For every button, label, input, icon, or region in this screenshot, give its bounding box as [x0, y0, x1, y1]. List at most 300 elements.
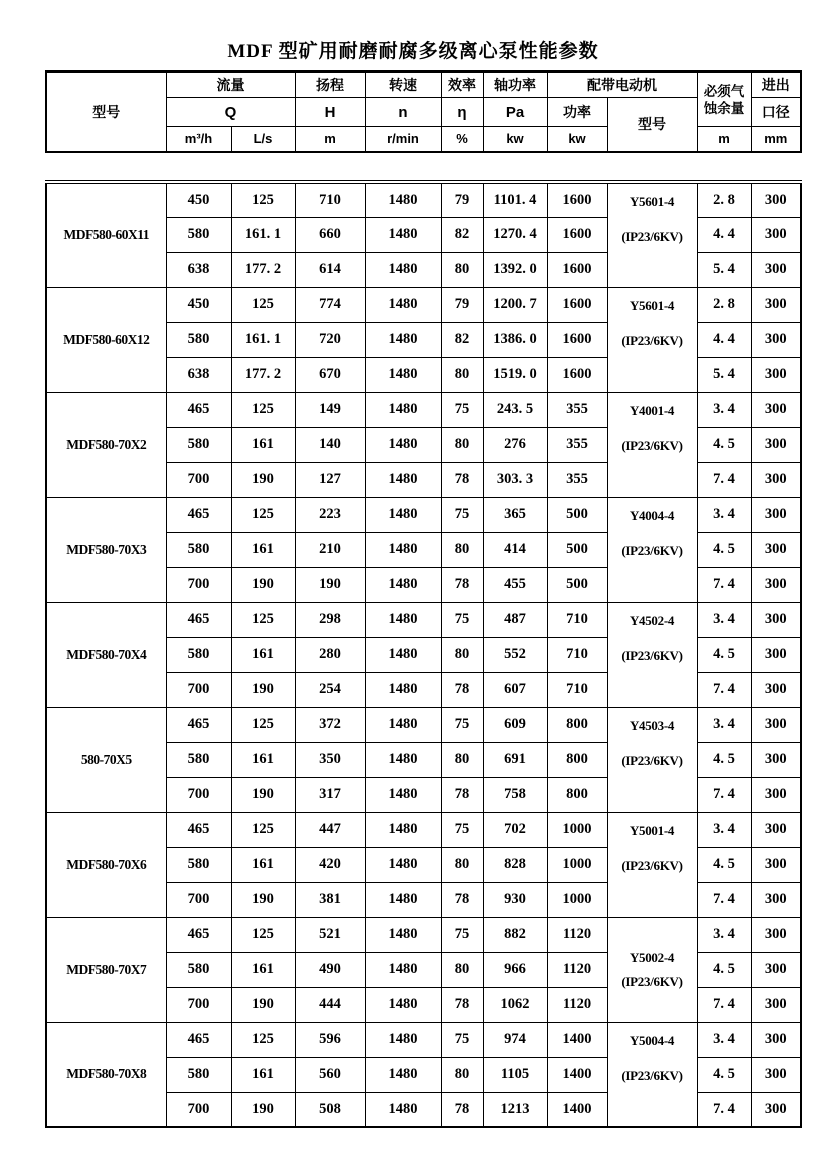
- flow-m3h-cell: 580: [166, 217, 231, 252]
- motor-power-cell: 355: [547, 392, 607, 427]
- head-cell: 508: [295, 1092, 365, 1127]
- npsh-cell: 4. 4: [697, 322, 751, 357]
- efficiency-cell: 82: [441, 217, 483, 252]
- head-cell: 444: [295, 987, 365, 1022]
- flow-m3h-cell: 700: [166, 462, 231, 497]
- shaft-power-cell: 1392. 0: [483, 252, 547, 287]
- table-row: [46, 707, 801, 742]
- efficiency-cell: 79: [441, 182, 483, 217]
- efficiency-cell: 80: [441, 532, 483, 567]
- flow-m3h-cell: 580: [166, 1057, 231, 1092]
- header-unit-motor-power: kw: [547, 127, 607, 152]
- speed-cell: 1480: [365, 322, 441, 357]
- speed-cell: 1480: [365, 1092, 441, 1127]
- motor-power-cell: 800: [547, 707, 607, 742]
- shaft-power-cell: 828: [483, 847, 547, 882]
- npsh-cell: 3. 4: [697, 392, 751, 427]
- head-cell: 670: [295, 357, 365, 392]
- motor-power-cell: 710: [547, 637, 607, 672]
- npsh-cell: 7. 4: [697, 882, 751, 917]
- npsh-cell: 2. 8: [697, 182, 751, 217]
- motor-power-cell: 1400: [547, 1022, 607, 1057]
- header-unit-npsh: m: [697, 127, 751, 152]
- flow-ls-cell: 125: [231, 497, 295, 532]
- flow-m3h-cell: 580: [166, 742, 231, 777]
- head-cell: 720: [295, 322, 365, 357]
- pump-model-cell: MDF580-70X7: [46, 917, 166, 1022]
- speed-cell: 1480: [365, 1022, 441, 1057]
- table-row: [46, 392, 801, 427]
- header-unit-ls: L/s: [231, 127, 295, 152]
- header-unit-speed: r/min: [365, 127, 441, 152]
- npsh-cell: 3. 4: [697, 602, 751, 637]
- diameter-cell: 300: [751, 882, 801, 917]
- shaft-power-cell: 930: [483, 882, 547, 917]
- flow-ls-cell: 125: [231, 1022, 295, 1057]
- flow-ls-cell: 125: [231, 392, 295, 427]
- efficiency-cell: 78: [441, 462, 483, 497]
- table-row: [46, 1022, 801, 1057]
- flow-ls-cell: 125: [231, 602, 295, 637]
- efficiency-cell: 75: [441, 1022, 483, 1057]
- flow-m3h-cell: 700: [166, 567, 231, 602]
- shaft-power-cell: 691: [483, 742, 547, 777]
- efficiency-cell: 75: [441, 392, 483, 427]
- header-head: 扬程: [295, 72, 365, 98]
- motor-model-text: Y4004-4: [629, 507, 675, 523]
- npsh-cell: 3. 4: [697, 917, 751, 952]
- speed-cell: 1480: [365, 567, 441, 602]
- npsh-cell: 4. 5: [697, 532, 751, 567]
- npsh-cell: 7. 4: [697, 462, 751, 497]
- speed-cell: 1480: [365, 777, 441, 812]
- page-title: MDF 型矿用耐磨耐腐多级离心泵性能参数: [227, 41, 599, 62]
- head-cell: 140: [295, 427, 365, 462]
- diameter-cell: 300: [751, 707, 801, 742]
- shaft-power-cell: 702: [483, 812, 547, 847]
- npsh-cell: 2. 8: [697, 287, 751, 322]
- motor-power-cell: 355: [547, 462, 607, 497]
- diameter-cell: 300: [751, 462, 801, 497]
- spec-table-header: [45, 70, 802, 153]
- diameter-cell: 300: [751, 917, 801, 952]
- table-row: [46, 182, 801, 217]
- flow-ls-cell: 161: [231, 742, 295, 777]
- flow-ls-cell: 125: [231, 812, 295, 847]
- flow-ls-cell: 125: [231, 917, 295, 952]
- efficiency-cell: 80: [441, 1057, 483, 1092]
- diameter-cell: 300: [751, 742, 801, 777]
- diameter-cell: 300: [751, 777, 801, 812]
- flow-ls-cell: 161: [231, 1057, 295, 1092]
- flow-ls-cell: 190: [231, 672, 295, 707]
- diameter-cell: 300: [751, 532, 801, 567]
- pump-model-cell: MDF580-70X3: [46, 497, 166, 602]
- head-cell: 254: [295, 672, 365, 707]
- flow-m3h-cell: 580: [166, 847, 231, 882]
- speed-cell: 1480: [365, 462, 441, 497]
- header-unit-efficiency: %: [441, 127, 483, 152]
- flow-ls-cell: 161: [231, 427, 295, 462]
- flow-m3h-cell: 465: [166, 812, 231, 847]
- flow-m3h-cell: 465: [166, 392, 231, 427]
- table-row: [46, 812, 801, 847]
- speed-cell: 1480: [365, 987, 441, 1022]
- flow-ls-cell: 125: [231, 287, 295, 322]
- speed-cell: 1480: [365, 602, 441, 637]
- efficiency-cell: 82: [441, 322, 483, 357]
- shaft-power-cell: 1213: [483, 1092, 547, 1127]
- head-cell: 149: [295, 392, 365, 427]
- flow-ls-cell: 161. 1: [231, 322, 295, 357]
- header-head-symbol: H: [295, 98, 365, 127]
- flow-ls-cell: 125: [231, 707, 295, 742]
- speed-cell: 1480: [365, 742, 441, 777]
- shaft-power-cell: 607: [483, 672, 547, 707]
- motor-model-cell: [607, 287, 697, 392]
- shaft-power-cell: 1062: [483, 987, 547, 1022]
- motor-model-text: Y4503-4: [629, 717, 675, 733]
- motor-protection-text: (IP23/6KV): [621, 857, 683, 873]
- motor-power-cell: 1400: [547, 1057, 607, 1092]
- header-row-1: [46, 72, 801, 98]
- shaft-power-cell: 1270. 4: [483, 217, 547, 252]
- efficiency-cell: 78: [441, 987, 483, 1022]
- diameter-cell: 300: [751, 1057, 801, 1092]
- header-flow-symbol: Q: [166, 98, 295, 127]
- motor-protection-text: (IP23/6KV): [621, 437, 683, 453]
- table-row: [46, 602, 801, 637]
- diameter-cell: 300: [751, 252, 801, 287]
- motor-power-cell: 1600: [547, 217, 607, 252]
- speed-cell: 1480: [365, 847, 441, 882]
- flow-ls-cell: 125: [231, 182, 295, 217]
- npsh-cell: 4. 5: [697, 847, 751, 882]
- motor-power-cell: 800: [547, 742, 607, 777]
- speed-cell: 1480: [365, 427, 441, 462]
- shaft-power-cell: 414: [483, 532, 547, 567]
- motor-power-cell: 1600: [547, 287, 607, 322]
- header-unit-head: m: [295, 127, 365, 152]
- motor-model-text: Y5601-4: [629, 297, 675, 313]
- motor-protection-text: (IP23/6KV): [621, 332, 683, 348]
- motor-power-cell: 1000: [547, 847, 607, 882]
- motor-model-cell: [607, 182, 697, 287]
- pump-model-cell: MDF580-70X6: [46, 812, 166, 917]
- flow-ls-cell: 190: [231, 882, 295, 917]
- motor-power-cell: 800: [547, 777, 607, 812]
- flow-ls-cell: 161: [231, 532, 295, 567]
- motor-power-cell: 355: [547, 427, 607, 462]
- motor-model-cell: [607, 812, 697, 917]
- motor-model-text: Y4502-4: [629, 612, 675, 628]
- head-cell: 210: [295, 532, 365, 567]
- speed-cell: 1480: [365, 217, 441, 252]
- efficiency-cell: 80: [441, 637, 483, 672]
- header-efficiency: 效率: [441, 72, 483, 98]
- npsh-cell: 4. 5: [697, 1057, 751, 1092]
- header-efficiency-symbol: η: [441, 98, 483, 127]
- efficiency-cell: 79: [441, 287, 483, 322]
- pump-model-cell: MDF580-70X4: [46, 602, 166, 707]
- efficiency-cell: 80: [441, 847, 483, 882]
- shaft-power-cell: 609: [483, 707, 547, 742]
- motor-protection-text: (IP23/6KV): [621, 542, 683, 558]
- header-npsh-line1: 必须气: [703, 83, 745, 99]
- flow-m3h-cell: 580: [166, 532, 231, 567]
- motor-model-text: Y5004-4: [629, 1032, 675, 1048]
- head-cell: 280: [295, 637, 365, 672]
- head-cell: 710: [295, 182, 365, 217]
- diameter-cell: 300: [751, 427, 801, 462]
- motor-power-cell: 1120: [547, 917, 607, 952]
- head-cell: 660: [295, 217, 365, 252]
- header-shaft-power-symbol: Pa: [483, 98, 547, 127]
- header-shaft-power: 轴功率: [483, 72, 547, 98]
- motor-power-cell: 1120: [547, 952, 607, 987]
- npsh-cell: 3. 4: [697, 812, 751, 847]
- head-cell: 560: [295, 1057, 365, 1092]
- npsh-cell: 7. 4: [697, 777, 751, 812]
- header-speed: 转速: [365, 72, 441, 98]
- diameter-cell: 300: [751, 322, 801, 357]
- diameter-cell: 300: [751, 1022, 801, 1057]
- head-cell: 298: [295, 602, 365, 637]
- shaft-power-cell: 1101. 4: [483, 182, 547, 217]
- flow-ls-cell: 177. 2: [231, 252, 295, 287]
- motor-power-cell: 1000: [547, 812, 607, 847]
- diameter-cell: 300: [751, 637, 801, 672]
- shaft-power-cell: 303. 3: [483, 462, 547, 497]
- motor-power-cell: 1120: [547, 987, 607, 1022]
- speed-cell: 1480: [365, 287, 441, 322]
- header-pump-model: 型号: [46, 72, 166, 152]
- efficiency-cell: 78: [441, 672, 483, 707]
- npsh-cell: 7. 4: [697, 987, 751, 1022]
- header-flow: 流量: [166, 72, 295, 98]
- efficiency-cell: 78: [441, 567, 483, 602]
- head-cell: 127: [295, 462, 365, 497]
- shaft-power-cell: 365: [483, 497, 547, 532]
- shaft-power-cell: 974: [483, 1022, 547, 1057]
- head-cell: 381: [295, 882, 365, 917]
- shaft-power-cell: 882: [483, 917, 547, 952]
- speed-cell: 1480: [365, 637, 441, 672]
- motor-power-cell: 500: [547, 532, 607, 567]
- diameter-cell: 300: [751, 1092, 801, 1127]
- npsh-cell: 4. 5: [697, 742, 751, 777]
- shaft-power-cell: 966: [483, 952, 547, 987]
- npsh-cell: 4. 5: [697, 427, 751, 462]
- speed-cell: 1480: [365, 882, 441, 917]
- npsh-cell: 5. 4: [697, 357, 751, 392]
- spec-table-body: [45, 180, 802, 1128]
- head-cell: 614: [295, 252, 365, 287]
- head-cell: 521: [295, 917, 365, 952]
- npsh-cell: 3. 4: [697, 707, 751, 742]
- flow-m3h-cell: 700: [166, 777, 231, 812]
- flow-m3h-cell: 700: [166, 1092, 231, 1127]
- diameter-cell: 300: [751, 602, 801, 637]
- npsh-cell: 4. 5: [697, 637, 751, 672]
- motor-model-cell: [607, 917, 697, 1022]
- flow-m3h-cell: 580: [166, 637, 231, 672]
- flow-ls-cell: 190: [231, 987, 295, 1022]
- npsh-cell: 7. 4: [697, 672, 751, 707]
- head-cell: 223: [295, 497, 365, 532]
- head-cell: 372: [295, 707, 365, 742]
- efficiency-cell: 80: [441, 742, 483, 777]
- diameter-cell: 300: [751, 287, 801, 322]
- head-cell: 774: [295, 287, 365, 322]
- header-speed-symbol: n: [365, 98, 441, 127]
- flow-m3h-cell: 580: [166, 952, 231, 987]
- motor-power-cell: 1600: [547, 322, 607, 357]
- head-cell: 596: [295, 1022, 365, 1057]
- motor-model-cell: [607, 497, 697, 602]
- flow-ls-cell: 161: [231, 847, 295, 882]
- head-cell: 317: [295, 777, 365, 812]
- motor-power-cell: 1400: [547, 1092, 607, 1127]
- header-diameter-line2: 口径: [751, 98, 801, 127]
- shaft-power-cell: 243. 5: [483, 392, 547, 427]
- head-cell: 490: [295, 952, 365, 987]
- flow-ls-cell: 161. 1: [231, 217, 295, 252]
- efficiency-cell: 80: [441, 427, 483, 462]
- motor-power-cell: 500: [547, 497, 607, 532]
- diameter-cell: 300: [751, 357, 801, 392]
- shaft-power-cell: 455: [483, 567, 547, 602]
- flow-m3h-cell: 700: [166, 882, 231, 917]
- npsh-cell: 4. 4: [697, 217, 751, 252]
- diameter-cell: 300: [751, 392, 801, 427]
- pump-model-cell: MDF580-70X2: [46, 392, 166, 497]
- efficiency-cell: 75: [441, 917, 483, 952]
- motor-power-cell: 710: [547, 672, 607, 707]
- flow-m3h-cell: 638: [166, 252, 231, 287]
- header-unit-diameter: mm: [751, 127, 801, 152]
- speed-cell: 1480: [365, 812, 441, 847]
- speed-cell: 1480: [365, 357, 441, 392]
- npsh-cell: 7. 4: [697, 567, 751, 602]
- efficiency-cell: 75: [441, 707, 483, 742]
- efficiency-cell: 75: [441, 812, 483, 847]
- motor-power-cell: 710: [547, 602, 607, 637]
- header-unit-m3h: m³/h: [166, 127, 231, 152]
- diameter-cell: 300: [751, 812, 801, 847]
- efficiency-cell: 75: [441, 602, 483, 637]
- diameter-cell: 300: [751, 847, 801, 882]
- speed-cell: 1480: [365, 952, 441, 987]
- table-row: [46, 917, 801, 952]
- head-cell: 447: [295, 812, 365, 847]
- shaft-power-cell: 276: [483, 427, 547, 462]
- flow-m3h-cell: 580: [166, 427, 231, 462]
- motor-protection-text: (IP23/6KV): [621, 229, 683, 244]
- diameter-cell: 300: [751, 952, 801, 987]
- diameter-cell: 300: [751, 217, 801, 252]
- motor-model-text: Y5601-4: [629, 194, 675, 209]
- motor-model-text: Y4001-4: [629, 402, 675, 418]
- speed-cell: 1480: [365, 182, 441, 217]
- shaft-power-cell: 487: [483, 602, 547, 637]
- npsh-cell: 5. 4: [697, 252, 751, 287]
- flow-ls-cell: 190: [231, 777, 295, 812]
- efficiency-cell: 80: [441, 357, 483, 392]
- shaft-power-cell: 552: [483, 637, 547, 672]
- header-motor-power: 功率: [547, 98, 607, 127]
- motor-protection-text: (IP23/6KV): [621, 752, 683, 768]
- npsh-cell: 7. 4: [697, 1092, 751, 1127]
- table-row: [46, 287, 801, 322]
- flow-ls-cell: 190: [231, 567, 295, 602]
- motor-protection-text: (IP23/6KV): [621, 1067, 683, 1083]
- motor-model-cell: [607, 707, 697, 812]
- motor-model-text: Y5001-4: [629, 822, 675, 838]
- npsh-cell: 3. 4: [697, 497, 751, 532]
- flow-m3h-cell: 465: [166, 1022, 231, 1057]
- pump-model-cell: MDF580-70X8: [46, 1022, 166, 1127]
- shaft-power-cell: 1519. 0: [483, 357, 547, 392]
- flow-m3h-cell: 450: [166, 182, 231, 217]
- motor-power-cell: 1000: [547, 882, 607, 917]
- table-row: [46, 497, 801, 532]
- flow-m3h-cell: 638: [166, 357, 231, 392]
- motor-model-cell: [607, 602, 697, 707]
- efficiency-cell: 78: [441, 777, 483, 812]
- flow-m3h-cell: 450: [166, 287, 231, 322]
- speed-cell: 1480: [365, 532, 441, 567]
- flow-m3h-cell: 465: [166, 602, 231, 637]
- motor-power-cell: 1600: [547, 182, 607, 217]
- speed-cell: 1480: [365, 672, 441, 707]
- header-npsh-line2: 蚀余量: [703, 100, 745, 116]
- head-cell: 190: [295, 567, 365, 602]
- npsh-cell: 4. 5: [697, 952, 751, 987]
- diameter-cell: 300: [751, 497, 801, 532]
- flow-ls-cell: 177. 2: [231, 357, 295, 392]
- motor-model-cell: [607, 392, 697, 497]
- shaft-power-cell: 1200. 7: [483, 287, 547, 322]
- header-motor-model: 型号: [607, 98, 697, 152]
- diameter-cell: 300: [751, 672, 801, 707]
- header-unit-shaft-power: kw: [483, 127, 547, 152]
- header-motor: 配带电动机: [547, 72, 697, 98]
- speed-cell: 1480: [365, 392, 441, 427]
- speed-cell: 1480: [365, 497, 441, 532]
- motor-model-text: Y5002-4: [629, 949, 675, 965]
- diameter-cell: 300: [751, 567, 801, 602]
- flow-m3h-cell: 700: [166, 987, 231, 1022]
- flow-ls-cell: 190: [231, 462, 295, 497]
- flow-m3h-cell: 465: [166, 917, 231, 952]
- speed-cell: 1480: [365, 707, 441, 742]
- head-cell: 350: [295, 742, 365, 777]
- speed-cell: 1480: [365, 917, 441, 952]
- pump-model-cell: MDF580-60X12: [46, 287, 166, 392]
- efficiency-cell: 75: [441, 497, 483, 532]
- pump-model-cell: MDF580-60X11: [46, 182, 166, 287]
- flow-ls-cell: 190: [231, 1092, 295, 1127]
- flow-m3h-cell: 465: [166, 707, 231, 742]
- motor-power-cell: 1600: [547, 357, 607, 392]
- motor-protection-text: (IP23/6KV): [621, 973, 683, 989]
- header-diameter-line1: 进出: [751, 72, 801, 98]
- motor-power-cell: 500: [547, 567, 607, 602]
- diameter-cell: 300: [751, 987, 801, 1022]
- efficiency-cell: 78: [441, 1092, 483, 1127]
- shaft-power-cell: 1105: [483, 1057, 547, 1092]
